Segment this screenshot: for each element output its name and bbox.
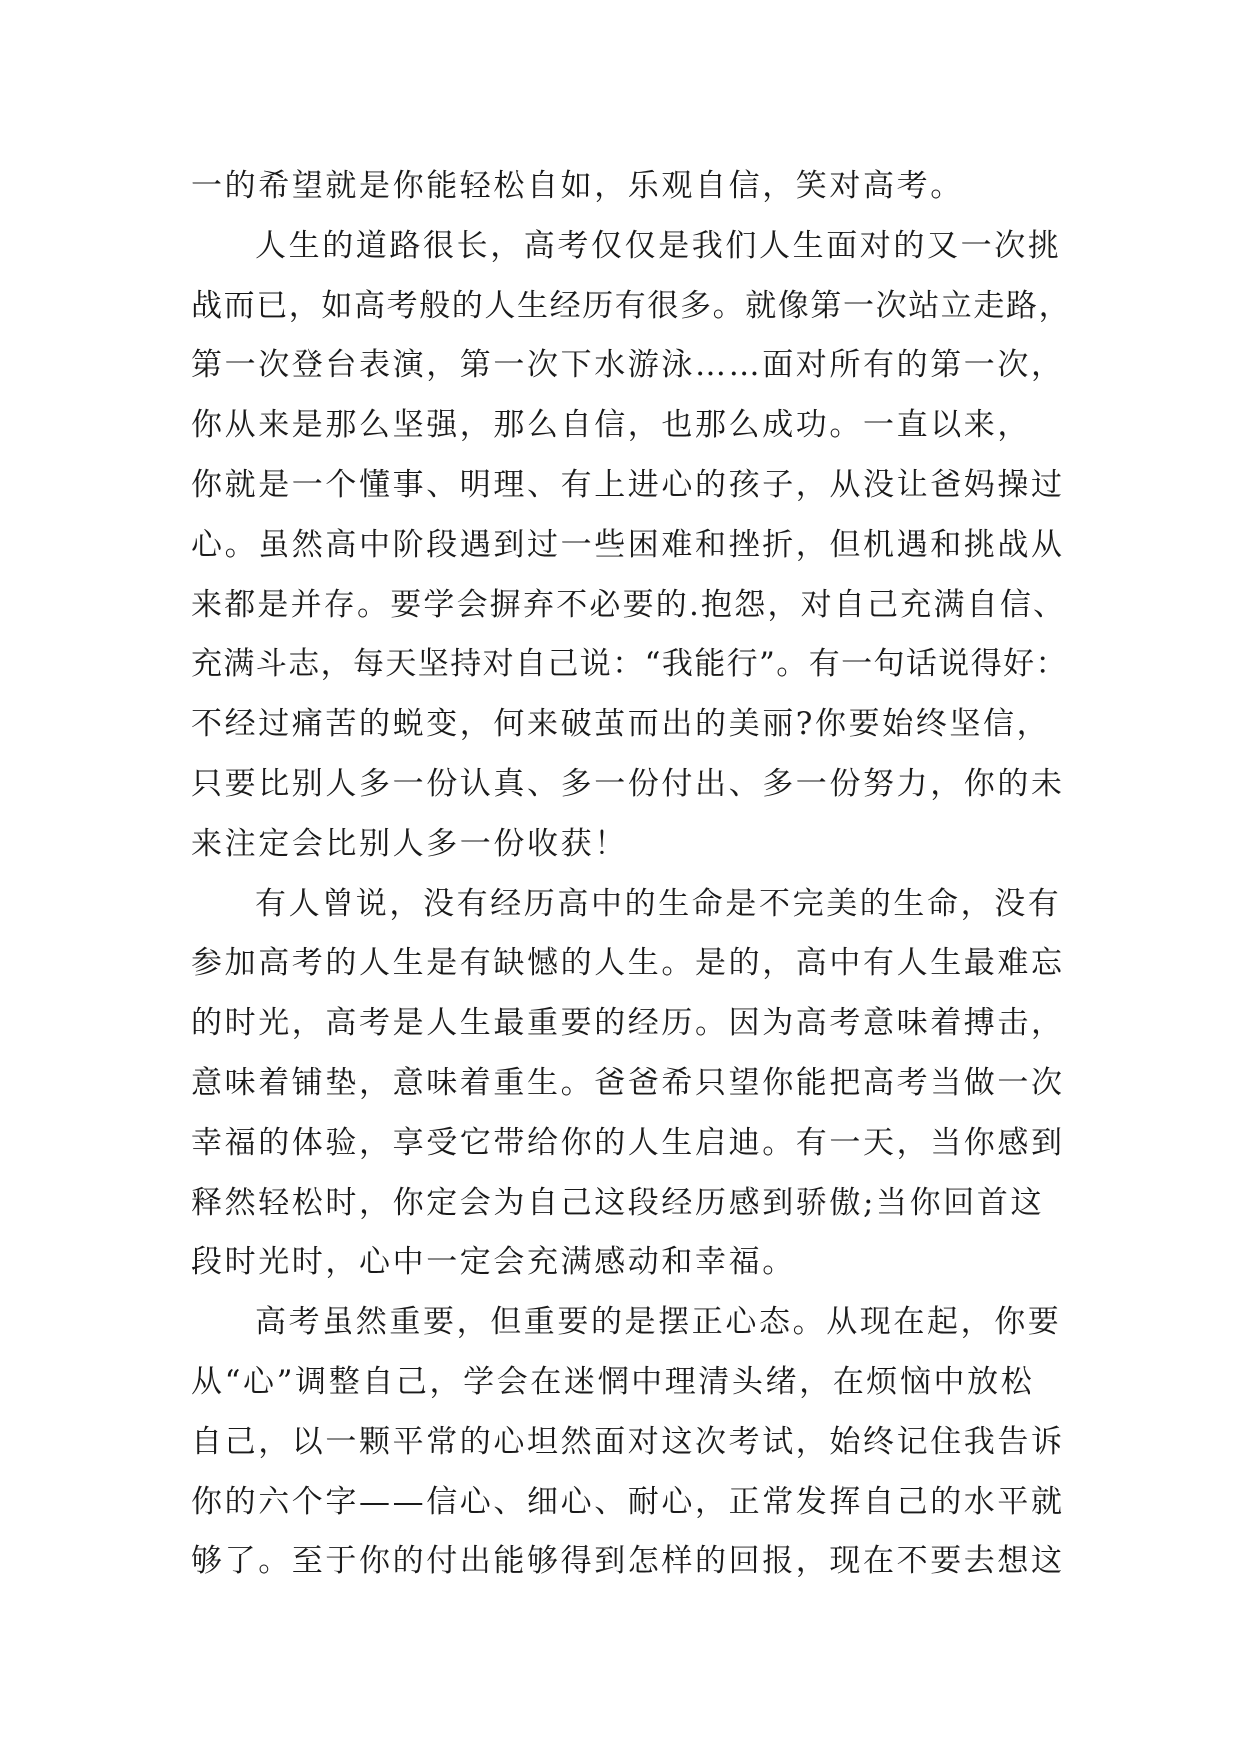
text-line: 来注定会比别人多一份收获！ xyxy=(191,825,628,862)
text-line: 意味着铺垫，意味着重生。爸爸希只望你能把高考当做一次 xyxy=(191,1064,1065,1101)
text-line: 只要比别人多一份认真、多一份付出、多一份努力，你的未 xyxy=(191,765,1065,802)
text-line: 够了。至于你的付出能够得到怎样的回报，现在不要去想这 xyxy=(191,1543,1065,1580)
text-line: 从“心”调整自己，学会在迷惘中理清头绪，在烦恼中放松 xyxy=(191,1363,1035,1400)
text-line: 你从来是那么坚强，那么自信，也那么成功。一直以来， xyxy=(191,407,1031,444)
text-line: 你就是一个懂事、明理、有上进心的孩子，从没让爸妈操过 xyxy=(191,466,1065,503)
text-line: 自己，以一颗平常的心坦然面对这次考试，始终记住我告诉 xyxy=(191,1423,1065,1460)
text-line: 释然轻松时，你定会为自己这段经历感到骄傲;当你回首这 xyxy=(191,1184,1045,1221)
text-line: 幸福的体验，享受它带给你的人生启迪。有一天，当你感到 xyxy=(191,1124,1065,1161)
paragraph-start-line: 高考虽然重要，但重要的是摆正心态。从现在起，你要 xyxy=(255,1304,1062,1341)
text-line: 来都是并存。要学会摒弃不必要的.抱怨，对自己充满自信、 xyxy=(191,586,1067,623)
paragraph-start-line: 有人曾说，没有经历高中的生命是不完美的生命，没有 xyxy=(255,885,1062,922)
text-line: 不经过痛苦的蜕变，何来破茧而出的美丽?你要始终坚信， xyxy=(191,706,1051,743)
letter-body xyxy=(191,157,1071,1592)
text-line: 的时光，高考是人生最重要的经历。因为高考意味着搏击， xyxy=(191,1005,1065,1042)
text-line: 充满斗志，每天坚持对自己说：“我能行”。有一句话说得好： xyxy=(191,646,1068,683)
text-line: 段时光时，心中一定会充满感动和幸福。 xyxy=(191,1244,796,1281)
paragraph-start-line: 人生的道路很长，高考仅仅是我们人生面对的又一次挑 xyxy=(255,227,1062,264)
text-line: 第一次登台表演，第一次下水游泳……面对所有的第一次， xyxy=(191,347,1065,384)
text-line: 心。虽然高中阶段遇到过一些困难和挫折，但机遇和挑战从 xyxy=(191,526,1065,563)
text-line: 参加高考的人生是有缺憾的人生。是的，高中有人生最难忘 xyxy=(191,945,1065,982)
text-line: 一的希望就是你能轻松自如，乐观自信，笑对高考。 xyxy=(191,168,964,204)
text-line: 你的六个字——信心、细心、耐心，正常发挥自己的水平就 xyxy=(191,1483,1065,1520)
text-line: 战而已，如高考般的人生经历有很多。就像第一次站立走路， xyxy=(191,287,1072,324)
